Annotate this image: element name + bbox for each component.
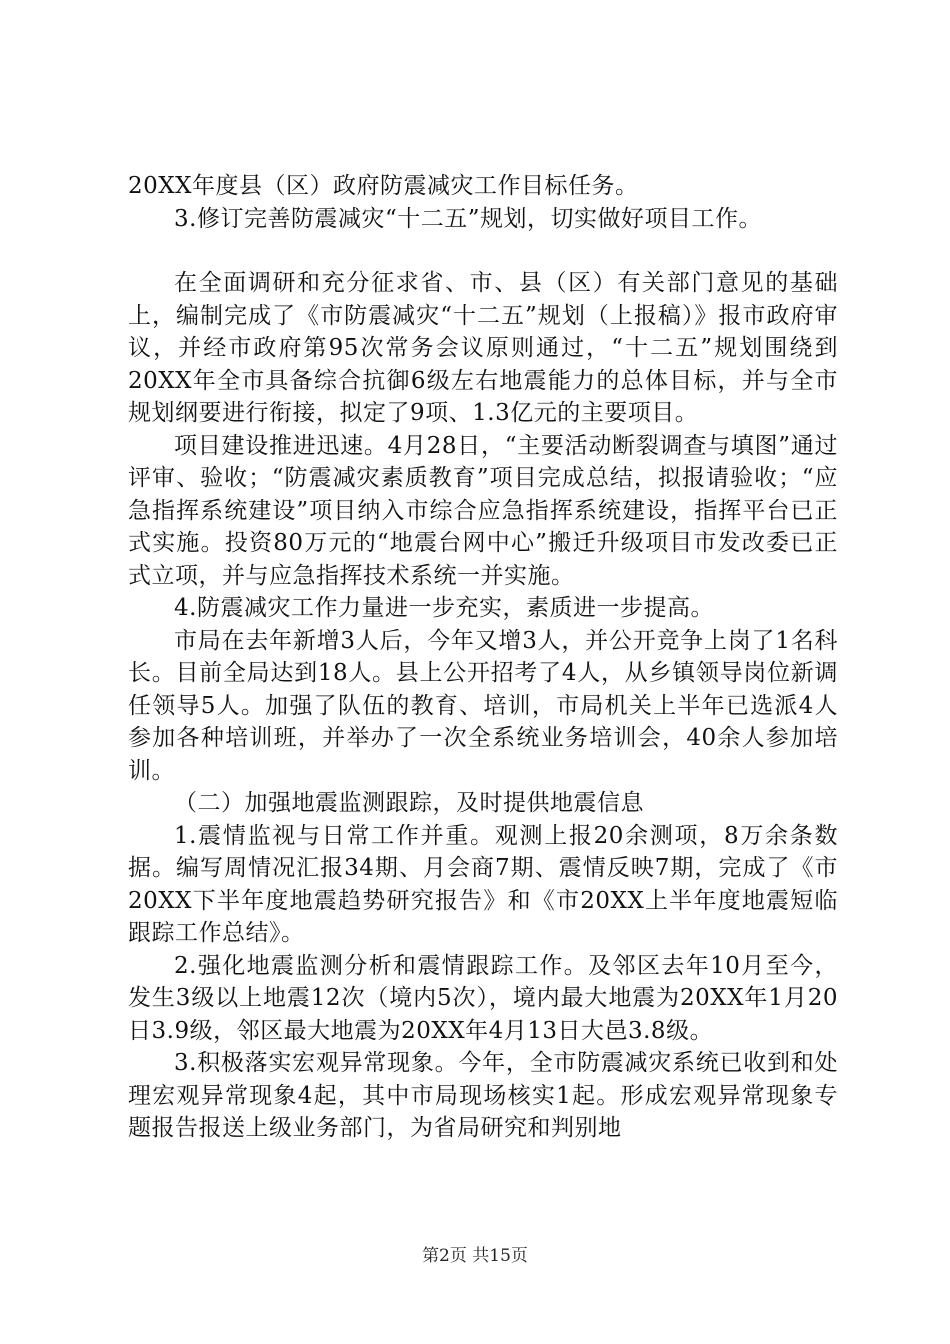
paragraph-monitoring-3: 3.积极落实宏观异常现象。今年，全市防震减灾系统已收到和处理宏观异常现象4起，其中市局现场核实1起。形成宏观异常现象专题报告报送上级业务部门，为省局研究和判别地 <box>128 1050 838 1141</box>
paragraph-heading-4: 4.防震减灾工作力量进一步充实，素质进一步提高。 <box>174 595 714 621</box>
paragraph-staffing: 市局在去年新增3人后，今年又增3人，并公开竞争上岗了1名科长。目前全局达到18人。县上公开招考了4人，从乡镇领导岗位新调任领导5人。加强了队伍的教育、培训，市局机关上半年已选派4人参加各种培训班，并举办了一次全系统业务培训会，40余人参加培训。 <box>128 627 838 784</box>
paragraph-planning: 在全面调研和充分征求省、市、县（区）有关部门意见的基础上，编制完成了《市防震减灾“十二五”规划（上报稿）》报市政府审议，并经市政府第95次常务会议原则通过，“十二五”规划围绕到20XX年全市具备综合抗御6级左右地震能力的总体目标，并与全市规划纲要进行衔接，拟定了9项、1.3亿元的主要项目。 <box>128 270 838 426</box>
paragraph-monitoring-1: 1.震情监视与日常工作并重。观测上报20余测项，8万余条数据。编写周情况汇报34期、月会商7期、震情反映7期，完成了《市20XX下半年度地震趋势研究报告》和《市20XX上半年度地震短临跟踪工作总结》。 <box>128 822 838 946</box>
paragraph-monitoring-2: 2.强化地震监测分析和震情跟踪工作。及邻区去年10月至今，发生3级以上地震12次（境内5次），境内最大地震为20XX年1月20日3.9级，邻区最大地震为20XX年4月13日大邑3.8级。 <box>128 952 838 1044</box>
paragraph-heading-3: 3.修订完善防震减灾“十二五”规划，切实做好项目工作。 <box>174 205 762 232</box>
paragraph-continuation: 20XX年度县（区）政府防震减灾工作目标任务。 <box>128 173 639 199</box>
page-footer: 第2页 共15页 <box>422 1246 528 1266</box>
paragraph-projects: 项目建设推进迅速。4月28日，“主要活动断裂调查与填图”通过评审、验收；“防震减灾素质教育”项目完成总结，拟报请验收；“应急指挥系统建设”项目纳入市综合应急指挥系统建设，指挥平台已正式实施。投资80万元的“地震台网中心”搬迁升级项目市发改委已正式立项，并与应急指挥技术系统一并实施。 <box>128 432 838 589</box>
document-body <box>128 170 838 1145</box>
section-heading-2: （二）加强地震监测跟踪，及时提供地震信息 <box>174 790 644 816</box>
